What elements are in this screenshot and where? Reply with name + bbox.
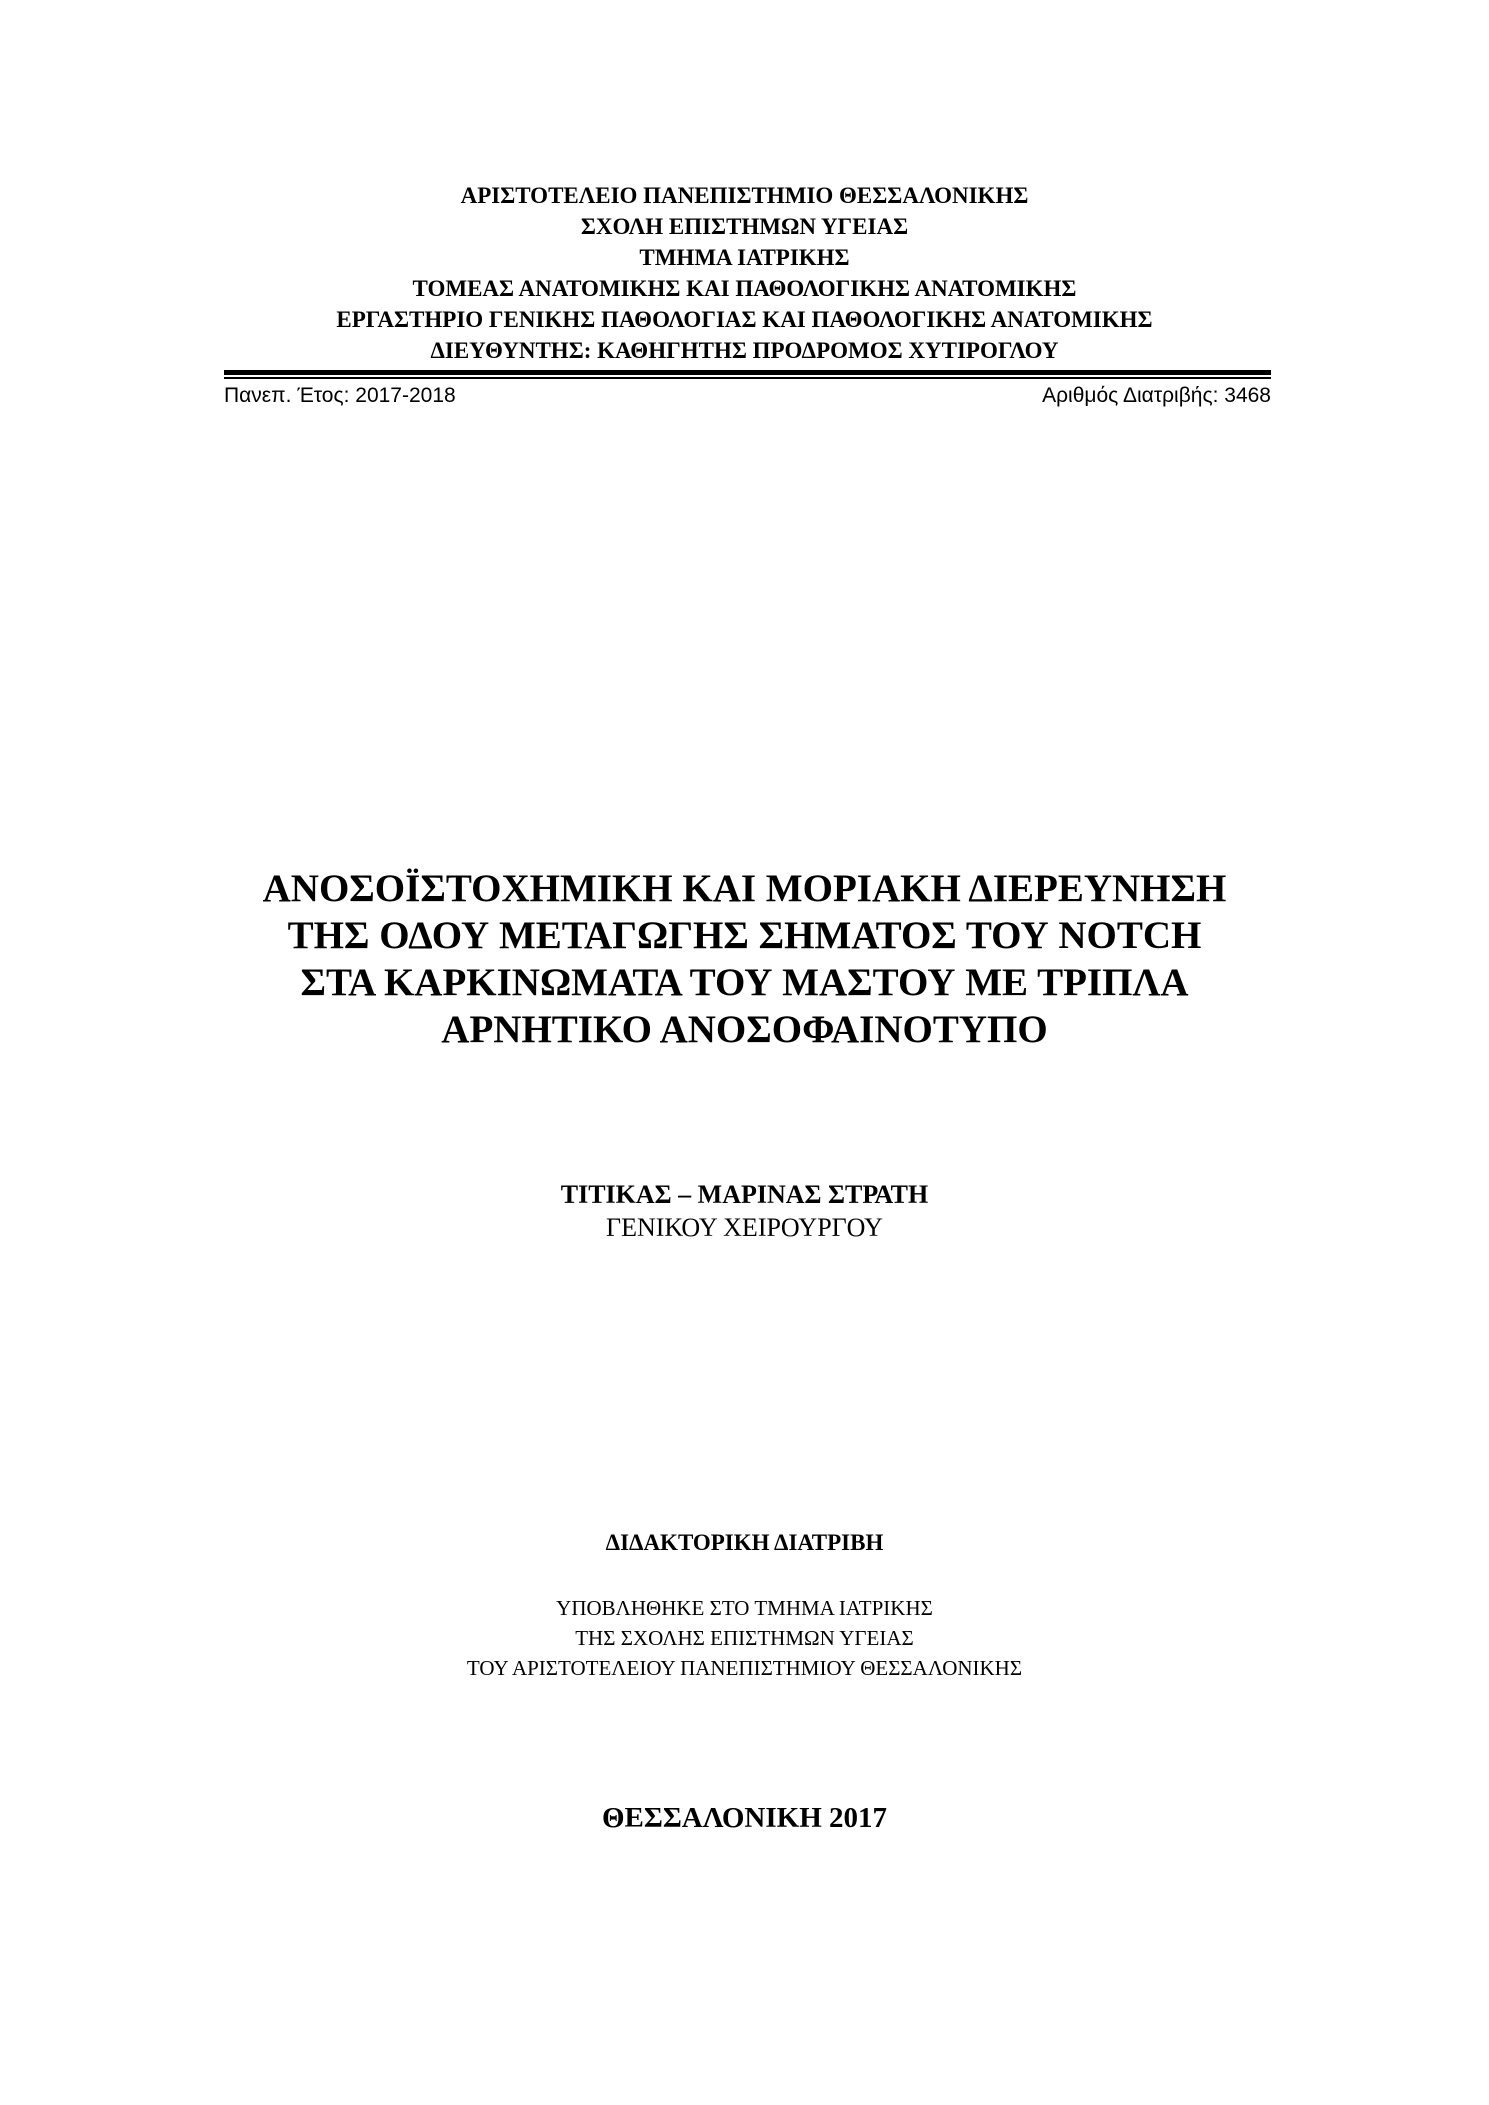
thesis-number: Αριθμός Διατριβής: 3468 <box>1042 384 1271 407</box>
header-line-department: ΤΜΗΜΑ ΙΑΤΡΙΚΗΣ <box>639 245 850 270</box>
academic-year: Πανεπ. Έτος: 2017-2018 <box>224 384 456 407</box>
institution-header <box>0 180 1489 366</box>
header-line-university: ΑΡΙΣΤΟΤΕΛΕΙΟ ΠΑΝΕΠΙΣΤΗΜΙΟ ΘΕΣΣΑΛΟΝΙΚΗΣ <box>460 183 1029 208</box>
author-specialty: ΓΕΝΙΚΟΥ ΧΕΙΡΟΥΡΓΟΥ <box>606 1213 883 1242</box>
title-line: ΣΤΑ ΚΑΡΚΙΝΩΜΑΤΑ ΤΟΥ ΜΑΣΤΟΥ ΜΕ ΤΡΙΠΛΑ <box>300 961 1189 1004</box>
title-line: ΤΗΣ ΟΔΟΥ ΜΕΤΑΓΩΓΗΣ ΣΗΜΑΤΟΣ ΤΟΥ NOTCH <box>287 914 1202 957</box>
header-line-director: ΔΙΕΥΘΥΝΤΗΣ: ΚΑΘΗΓΗΤΗΣ ΠΡΟΔΡΟΜΟΣ ΧΥΤΙΡΟΓΛΟΥ <box>430 338 1059 363</box>
meta-row <box>224 382 1271 410</box>
title-line: ΑΡΝΗΤΙΚΟ ΑΝΟΣΟΦΑΙΝΟΤΥΠΟ <box>441 1008 1048 1051</box>
header-line-sector: ΤΟΜΕΑΣ ΑΝΑΤΟΜΙΚΗΣ ΚΑΙ ΠΑΘΟΛΟΓΙΚΗΣ ΑΝΑΤΟΜΙΚΗΣ <box>412 276 1077 301</box>
thesis-type: ΔΙΔΑΚΤΟΡΙΚΗ ΔΙΑΤΡΙΒΗ <box>605 1530 884 1555</box>
header-divider-thin <box>224 377 1271 379</box>
header-divider-thick <box>224 370 1271 375</box>
header-line-laboratory: ΕΡΓΑΣΤΗΡΙΟ ΓΕΝΙΚΗΣ ΠΑΘΟΛΟΓΙΑΣ ΚΑΙ ΠΑΘΟΛΟΓΙΚΗΣ ΑΝΑΤΟΜΙΚΗΣ <box>336 307 1153 332</box>
submission-line: ΥΠΟΒΛΗΘΗΚΕ ΣΤΟ ΤΜΗΜΑ ΙΑΤΡΙΚΗΣ <box>556 1596 933 1620</box>
header-line-school: ΣΧΟΛΗ ΕΠΙΣΤΗΜΩΝ ΥΓΕΙΑΣ <box>580 214 909 239</box>
place-and-year: ΘΕΣΣΑΛΟΝΙΚΗ 2017 <box>601 1802 887 1834</box>
submission-line: ΤΗΣ ΣΧΟΛΗΣ ΕΠΙΣΤΗΜΩΝ ΥΓΕΙΑΣ <box>575 1626 914 1650</box>
submission-line: ΤΟΥ ΑΡΙΣΤΟΤΕΛΕΙΟΥ ΠΑΝΕΠΙΣΤΗΜΙΟΥ ΘΕΣΣΑΛΟΝΙΚΗΣ <box>466 1656 1023 1680</box>
author-block <box>0 1178 1489 1244</box>
submission-statement <box>0 1593 1489 1683</box>
title-line: ΑΝΟΣΟΪΣΤΟΧΗΜΙΚΗ ΚΑΙ ΜΟΡΙΑΚΗ ΔΙΕΡΕΥΝΗΣΗ <box>262 867 1227 910</box>
author-name: ΤΙΤΙΚΑΣ – ΜΑΡΙΝΑΣ ΣΤΡΑΤΗ <box>560 1180 929 1209</box>
thesis-title <box>0 865 1489 1053</box>
